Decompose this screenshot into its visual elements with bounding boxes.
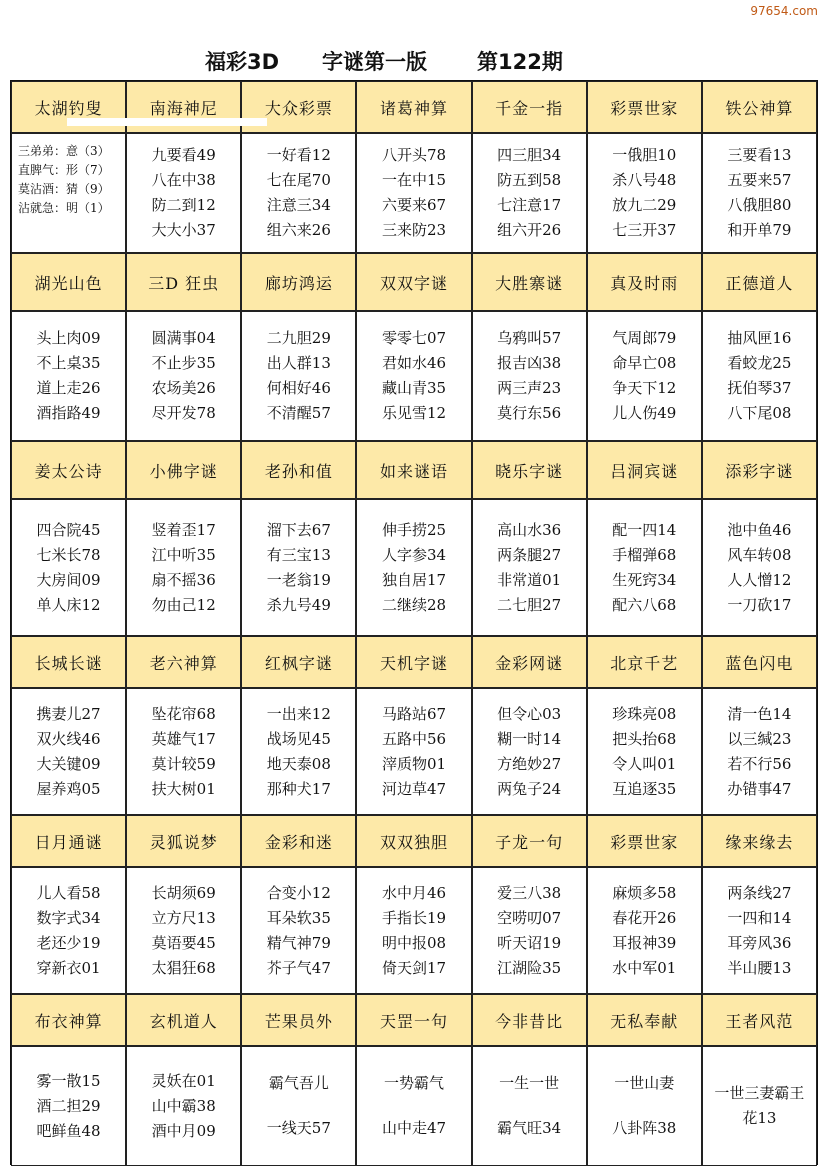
riddle-line: 两条线27 xyxy=(727,883,792,902)
riddle-line: 乌鸦叫57 xyxy=(497,329,562,347)
riddle-line: 八在中38 xyxy=(151,171,216,189)
riddle-cell xyxy=(702,688,817,815)
riddle-cell xyxy=(241,499,356,636)
expert-name-header: 彩票世家 xyxy=(587,81,702,133)
riddle-line: 报吉凶38 xyxy=(497,354,562,372)
riddle-line: 马路站67 xyxy=(381,704,447,723)
riddle-line: 组六开26 xyxy=(497,221,562,239)
expert-name-header: 金彩网谜 xyxy=(472,636,587,688)
expert-name-header: 南海神尼 xyxy=(126,81,241,133)
riddle-line: 一出来12 xyxy=(266,704,331,723)
riddle-line: 芥子气47 xyxy=(266,958,331,977)
expert-name-header: 天机字谜 xyxy=(356,636,471,688)
riddle-line: 出人群13 xyxy=(266,354,331,372)
riddle-line: 山中走47 xyxy=(381,1119,447,1137)
expert-name-header: 千金一指 xyxy=(472,81,587,133)
expert-name-header: 晓乐字谜 xyxy=(472,441,587,499)
riddle-line: 一生一世 xyxy=(499,1074,560,1092)
riddle-line: 零零七07 xyxy=(381,329,447,347)
riddle-cell xyxy=(11,311,126,441)
riddle-line: 爱三八38 xyxy=(497,883,562,902)
riddle-cell xyxy=(241,311,356,441)
riddle-line: 那种犬17 xyxy=(266,779,331,798)
expert-name-header: 如来谜语 xyxy=(356,441,471,499)
white-mask-bar xyxy=(67,118,267,126)
riddle-line: 有三宝13 xyxy=(266,545,331,564)
riddle-line: 头上肉09 xyxy=(36,329,101,347)
riddle-line: 抚伯琴37 xyxy=(727,379,792,397)
site-watermark: 97654.com xyxy=(747,3,821,19)
riddle-line: 莫语要45 xyxy=(151,933,216,952)
expert-name-header: 廊坊鸿运 xyxy=(241,253,356,311)
riddle-line: 但令心03 xyxy=(497,704,562,723)
riddle-line: 二九胆29 xyxy=(266,329,331,347)
riddle-line: 五路中56 xyxy=(381,729,447,748)
riddle-line: 何相好46 xyxy=(266,379,331,397)
riddle-line: 若不行56 xyxy=(727,754,792,773)
riddle-line: 一刀砍17 xyxy=(727,595,792,614)
riddle-line: 杀八号48 xyxy=(612,171,677,189)
riddle-line: 令人叫01 xyxy=(612,754,677,773)
riddle-line: 三弟弟：意（3） xyxy=(18,144,110,158)
expert-name-header: 今非昔比 xyxy=(472,994,587,1046)
riddle-line: 二七胆27 xyxy=(497,595,562,614)
riddle-line: 战场见45 xyxy=(266,729,331,748)
riddle-line: 穿新衣01 xyxy=(36,958,101,977)
riddle-line: 扶大树01 xyxy=(151,779,216,798)
riddle-line: 太猖狂68 xyxy=(151,958,216,977)
riddle-line: 防五到58 xyxy=(497,171,562,189)
riddle-line: 配一四14 xyxy=(612,520,677,539)
riddle-line: 溜下去67 xyxy=(266,520,331,539)
riddle-line: 酒指路49 xyxy=(36,404,101,422)
riddle-line: 水中军01 xyxy=(612,958,677,977)
riddle-line: 单人床12 xyxy=(36,595,101,614)
riddle-line: 人人憎12 xyxy=(727,570,792,589)
riddle-line: 屋养鸡05 xyxy=(36,779,101,798)
riddle-cell xyxy=(472,133,587,253)
riddle-line: 滓质物01 xyxy=(381,754,447,773)
riddle-line: 不上桌35 xyxy=(36,354,101,372)
riddle-line: 耳报神39 xyxy=(612,933,677,952)
riddle-cell xyxy=(126,688,241,815)
riddle-line: 把头抬68 xyxy=(612,729,677,748)
expert-name-header: 灵狐说梦 xyxy=(126,815,241,867)
expert-name-header: 双双字谜 xyxy=(356,253,471,311)
riddle-line: 勿由己12 xyxy=(151,595,216,614)
riddle-line: 不清醒57 xyxy=(266,404,331,422)
riddle-line: 霸气旺34 xyxy=(497,1119,562,1137)
riddle-line: 江中听35 xyxy=(151,545,216,564)
riddle-cell xyxy=(587,499,702,636)
riddle-line: 互追逐35 xyxy=(612,779,677,798)
riddle-cell xyxy=(702,311,817,441)
riddle-line: 两兔子24 xyxy=(497,779,562,798)
riddle-line: 两条腿27 xyxy=(497,545,562,564)
riddle-cell xyxy=(126,133,241,253)
riddle-cell xyxy=(702,499,817,636)
riddle-cell xyxy=(241,867,356,994)
riddle-line: 莫沾酒：猜（9） xyxy=(18,182,110,196)
riddle-line: 高山水36 xyxy=(497,520,562,539)
riddle-line: 一四和14 xyxy=(727,908,792,927)
expert-name-header: 芒果员外 xyxy=(241,994,356,1046)
riddle-cell xyxy=(587,688,702,815)
expert-name-header: 老六神算 xyxy=(126,636,241,688)
riddle-line: 珍珠亮08 xyxy=(612,704,677,723)
riddle-line: 酒二担29 xyxy=(36,1096,101,1115)
riddle-cell xyxy=(11,688,126,815)
riddle-line: 倚天剑17 xyxy=(381,958,447,977)
riddle-line: 四三胆34 xyxy=(497,146,562,164)
riddle-line: 扇不摇36 xyxy=(151,570,216,589)
riddle-line: 防二到12 xyxy=(151,196,216,214)
riddle-cell xyxy=(472,311,587,441)
expert-name-header: 湖光山色 xyxy=(11,253,126,311)
riddle-line: 莫行东56 xyxy=(497,404,562,422)
expert-name-header: 日月通谜 xyxy=(11,815,126,867)
riddle-line: 七米长78 xyxy=(36,545,101,564)
riddle-line: 组六来26 xyxy=(266,221,331,239)
expert-name-header: 布衣神算 xyxy=(11,994,126,1046)
expert-name-header: 金彩和迷 xyxy=(241,815,356,867)
riddle-line: 乐见雪12 xyxy=(381,404,447,422)
riddle-line: 办错事47 xyxy=(727,779,792,798)
riddle-line: 莫计较59 xyxy=(151,754,216,773)
expert-name-header: 添彩字谜 xyxy=(702,441,817,499)
riddle-cell xyxy=(587,311,702,441)
riddle-line: 一世山妻 xyxy=(614,1074,675,1092)
riddle-line: 注意三34 xyxy=(266,196,331,214)
riddle-line: 方绝妙27 xyxy=(497,754,562,773)
riddle-line: 手榴弹68 xyxy=(612,545,677,564)
riddle-line: 九要看49 xyxy=(151,146,216,164)
riddle-line: 五要来57 xyxy=(727,171,792,189)
riddle-line: 清一色14 xyxy=(727,704,792,723)
riddle-line: 灵妖在01 xyxy=(151,1071,216,1090)
riddle-line: 八俄胆80 xyxy=(727,196,792,214)
expert-name-header: 王者风范 xyxy=(702,994,817,1046)
issue-number: 第122期 xyxy=(477,50,563,74)
riddle-cell xyxy=(356,867,471,994)
riddle-line: 配六八68 xyxy=(612,595,677,614)
riddle-cell xyxy=(241,688,356,815)
riddle-table xyxy=(10,80,818,1165)
lottery-name: 福彩3D xyxy=(205,50,280,74)
riddle-line: 酒中月09 xyxy=(151,1121,216,1140)
riddle-line: 尽开发78 xyxy=(151,404,216,422)
riddle-cell xyxy=(356,1046,471,1166)
riddle-line: 两三声23 xyxy=(497,379,562,397)
riddle-cell xyxy=(126,1046,241,1166)
riddle-line: 河边草47 xyxy=(381,779,447,798)
riddle-line: 吧鲜鱼48 xyxy=(36,1121,101,1140)
expert-name-header: 小佛字谜 xyxy=(126,441,241,499)
riddle-line: 八开头78 xyxy=(381,146,447,164)
riddle-line: 放九二29 xyxy=(612,196,677,214)
riddle-line: 命早亡08 xyxy=(612,354,677,372)
riddle-cell xyxy=(356,499,471,636)
riddle-line: 大关键09 xyxy=(36,754,101,773)
riddle-line: 江湖险35 xyxy=(497,958,562,977)
riddle-line: 霸气吾儿 xyxy=(268,1074,329,1092)
riddle-line: 儿人看58 xyxy=(36,883,101,902)
riddle-line: 精气神79 xyxy=(266,933,331,952)
riddle-line: 雾一散15 xyxy=(36,1071,101,1090)
riddle-cell xyxy=(126,867,241,994)
riddle-cell xyxy=(126,499,241,636)
riddle-line: 道上走26 xyxy=(36,379,101,397)
riddle-line: 看蛟龙25 xyxy=(727,354,792,372)
riddle-line: 地天泰08 xyxy=(266,754,331,773)
riddle-line: 山中霸38 xyxy=(151,1096,216,1115)
riddle-cell xyxy=(241,133,356,253)
expert-name-header: 双双独胆 xyxy=(356,815,471,867)
riddle-line: 数字式34 xyxy=(36,908,101,927)
riddle-line: 携妻儿27 xyxy=(36,704,101,723)
riddle-line: 八下尾08 xyxy=(727,404,792,422)
riddle-line: 独自居17 xyxy=(381,570,447,589)
riddle-line: 听天诏19 xyxy=(497,933,562,952)
riddle-line: 风车转08 xyxy=(727,545,792,564)
riddle-line: 不止步35 xyxy=(151,354,216,372)
riddle-line: 农场美26 xyxy=(151,379,216,397)
expert-name-header: 子龙一句 xyxy=(472,815,587,867)
riddle-line: 耳朵软35 xyxy=(266,908,331,927)
expert-name-header: 吕洞宾谜 xyxy=(587,441,702,499)
expert-name-header: 蓝色闪电 xyxy=(702,636,817,688)
riddle-cell xyxy=(587,867,702,994)
riddle-cell xyxy=(356,311,471,441)
riddle-line: 一线天57 xyxy=(266,1119,331,1137)
expert-name-header: 真及时雨 xyxy=(587,253,702,311)
expert-name-header: 太湖钓叟 xyxy=(11,81,126,133)
riddle-cell xyxy=(11,499,126,636)
riddle-line: 一俄胆10 xyxy=(612,146,677,164)
expert-name-header: 玄机道人 xyxy=(126,994,241,1046)
riddle-line: 一老翁19 xyxy=(266,570,331,589)
riddle-line: 非常道01 xyxy=(497,570,562,589)
riddle-line: 儿人伤49 xyxy=(612,404,677,422)
riddle-line: 水中月46 xyxy=(381,883,447,902)
riddle-line: 长胡须69 xyxy=(151,883,216,902)
expert-name-header: 天罡一句 xyxy=(356,994,471,1046)
riddle-line: 春花开26 xyxy=(612,908,677,927)
riddle-line: 手指长19 xyxy=(381,908,447,927)
riddle-cell xyxy=(587,133,702,253)
edition-name: 字谜第一版 xyxy=(322,50,427,74)
riddle-line: 生死窍34 xyxy=(612,570,677,589)
riddle-line: 人字参34 xyxy=(381,545,447,564)
riddle-line: 杀九号49 xyxy=(266,595,331,614)
riddle-line: 明中报08 xyxy=(381,933,447,952)
expert-name-header: 三D 狂虫 xyxy=(126,253,241,311)
riddle-line: 竖着歪17 xyxy=(151,520,216,539)
riddle-line: 麻烦多58 xyxy=(612,883,677,902)
riddle-line: 七在尾70 xyxy=(266,171,331,189)
riddle-cell xyxy=(11,867,126,994)
riddle-line: 糊一时14 xyxy=(497,729,562,748)
riddle-line: 君如水46 xyxy=(381,354,447,372)
riddle-cell xyxy=(587,1046,702,1166)
riddle-cell xyxy=(241,1046,356,1166)
expert-name-header: 大众彩票 xyxy=(241,81,356,133)
riddle-line: 立方尺13 xyxy=(151,908,216,927)
riddle-cell xyxy=(126,311,241,441)
riddle-line: 池中鱼46 xyxy=(727,520,792,539)
expert-name-header: 铁公神算 xyxy=(702,81,817,133)
riddle-line: 一在中15 xyxy=(381,171,447,189)
riddle-line: 藏山青35 xyxy=(381,379,447,397)
riddle-line: 八卦阵38 xyxy=(612,1119,677,1137)
riddle-line: 气周郎79 xyxy=(612,329,677,347)
riddle-line: 以三缄23 xyxy=(727,729,792,748)
riddle-line: 沾就急：明（1） xyxy=(18,201,110,215)
riddle-line: 坠花帘68 xyxy=(151,704,216,723)
riddle-line: 二继续28 xyxy=(381,595,447,614)
riddle-cell xyxy=(11,133,126,253)
riddle-line: 七三开37 xyxy=(612,221,677,239)
riddle-line: 一世三妻霸王花13 xyxy=(714,1084,805,1127)
riddle-line: 大大小37 xyxy=(151,221,216,239)
riddle-cell xyxy=(11,1046,126,1166)
riddle-line: 六要来67 xyxy=(381,196,447,214)
riddle-cell xyxy=(356,688,471,815)
riddle-line: 三要看13 xyxy=(727,146,792,164)
riddle-cell xyxy=(472,499,587,636)
expert-name-header: 正德道人 xyxy=(702,253,817,311)
riddle-line: 圆满事04 xyxy=(151,329,216,347)
riddle-line: 空唠叨07 xyxy=(497,908,562,927)
expert-name-header: 北京千艺 xyxy=(587,636,702,688)
riddle-line: 英雄气17 xyxy=(151,729,216,748)
riddle-line: 争天下12 xyxy=(612,379,677,397)
expert-name-header: 诸葛神算 xyxy=(356,81,471,133)
expert-name-header: 无私奉献 xyxy=(587,994,702,1046)
riddle-line: 耳旁风36 xyxy=(727,933,792,952)
riddle-line: 双火线46 xyxy=(36,729,101,748)
expert-name-header: 缘来缘去 xyxy=(702,815,817,867)
riddle-line: 合变小12 xyxy=(266,883,331,902)
riddle-cell xyxy=(702,867,817,994)
riddle-line: 一好看12 xyxy=(266,146,331,164)
expert-name-header: 长城长谜 xyxy=(11,636,126,688)
riddle-cell xyxy=(702,133,817,253)
riddle-cell xyxy=(472,1046,587,1166)
page-title xyxy=(0,46,827,78)
riddle-line: 直脾气：形（7） xyxy=(18,163,110,177)
riddle-line: 三来防23 xyxy=(381,221,447,239)
riddle-line: 大房间09 xyxy=(36,570,101,589)
expert-name-header: 大胜寨谜 xyxy=(472,253,587,311)
riddle-line: 一势霸气 xyxy=(383,1074,444,1092)
riddle-cell xyxy=(472,867,587,994)
riddle-cell xyxy=(472,688,587,815)
expert-name-header: 彩票世家 xyxy=(587,815,702,867)
riddle-cell xyxy=(356,133,471,253)
riddle-line: 半山腰13 xyxy=(727,958,792,977)
riddle-cell xyxy=(702,1046,817,1166)
riddle-line: 抽风匣16 xyxy=(727,329,792,347)
expert-name-header: 红枫字谜 xyxy=(241,636,356,688)
riddle-line: 伸手捞25 xyxy=(381,520,447,539)
riddle-line: 四合院45 xyxy=(36,520,101,539)
expert-name-header: 姜太公诗 xyxy=(11,441,126,499)
riddle-line: 和开单79 xyxy=(727,221,792,239)
riddle-line: 七注意17 xyxy=(497,196,562,214)
riddle-line: 老还少19 xyxy=(36,933,101,952)
expert-name-header: 老孙和值 xyxy=(241,441,356,499)
